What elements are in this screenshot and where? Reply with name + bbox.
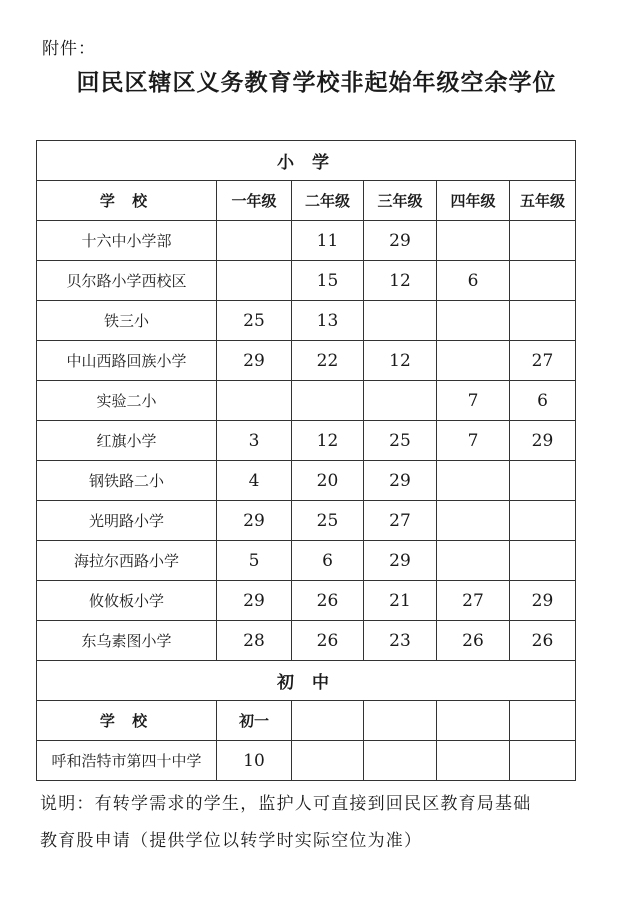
school-name: 呼和浩特市第四十中学 [37,741,217,781]
middle-header-row [37,701,576,741]
school-name: 铁三小 [37,301,217,341]
table-row [37,581,576,621]
vacancy-count: 27 [510,341,576,381]
vacancy-count: 23 [364,621,437,661]
primary-section-row [37,141,576,181]
table-row [37,621,576,661]
empty-cell [437,701,510,741]
vacancy-count: 7 [437,421,510,461]
school-name: 海拉尔西路小学 [37,541,217,581]
document-title: 回民区辖区义务教育学校非起始年级空余学位 [76,70,557,96]
table-row [37,541,576,581]
empty-cell [364,741,437,781]
vacancy-count: 25 [364,421,437,461]
vacancy-count: 26 [292,621,364,661]
vacancy-count: 26 [292,581,364,621]
vacancy-count: 20 [292,461,364,501]
vacancy-count [437,541,510,581]
vacancy-count [364,381,437,421]
empty-cell [510,701,576,741]
vacancy-count [437,221,510,261]
middle-section-row [37,661,576,701]
school-name: 光明路小学 [37,501,217,541]
school-name: 中山西路回族小学 [37,341,217,381]
vacancy-count: 12 [364,261,437,301]
vacancy-count [437,461,510,501]
vacancy-count: 12 [292,421,364,461]
table-row [37,421,576,461]
empty-cell [292,701,364,741]
middle-section-label: 初 中 [37,661,576,701]
school-column-header: 学 校 [37,701,217,741]
vacancy-count [437,341,510,381]
primary-header-row [37,181,576,221]
vacancy-count: 13 [292,301,364,341]
vacancy-count: 22 [292,341,364,381]
vacancy-count: 5 [217,541,292,581]
vacancy-count: 29 [217,501,292,541]
vacancy-count [364,301,437,341]
table-row [37,501,576,541]
table-row [37,381,576,421]
vacancy-count: 25 [292,501,364,541]
primary-section-label: 小 学 [37,141,576,181]
vacancy-count [510,461,576,501]
school-name: 贝尔路小学西校区 [37,261,217,301]
school-name: 实验二小 [37,381,217,421]
vacancy-count: 29 [364,221,437,261]
school-name: 东乌素图小学 [37,621,217,661]
grade-header: 四年级 [437,181,510,221]
table-row [37,301,576,341]
vacancy-count: 4 [217,461,292,501]
vacancy-count [510,541,576,581]
vacancy-count: 10 [217,741,292,781]
vacancy-count [217,261,292,301]
vacancy-count: 25 [217,301,292,341]
vacancy-count: 11 [292,221,364,261]
school-name: 钢铁路二小 [37,461,217,501]
table-row [37,221,576,261]
empty-cell [510,741,576,781]
vacancy-count: 6 [510,381,576,421]
note-line: 教育股申请（提供学位以转学时实际空位为准） [40,831,423,851]
note-line: 说明：有转学需求的学生，监护人可直接到回民区教育局基础 [40,794,532,814]
vacancy-count: 26 [437,621,510,661]
vacancy-count [510,221,576,261]
grade-header: 三年级 [364,181,437,221]
vacancy-count: 6 [437,261,510,301]
vacancy-count: 29 [510,581,576,621]
note [40,786,600,860]
table-row [37,341,576,381]
grade-header: 二年级 [292,181,364,221]
vacancy-count: 27 [364,501,437,541]
vacancy-count [217,221,292,261]
table-row [37,461,576,501]
vacancy-count: 29 [364,461,437,501]
vacancy-count: 12 [364,341,437,381]
vacancy-count: 28 [217,621,292,661]
vacancy-table [36,140,576,781]
empty-cell [292,741,364,781]
grade-header: 初一 [217,701,292,741]
vacancy-count [510,501,576,541]
school-name: 十六中小学部 [37,221,217,261]
table-row [37,261,576,301]
vacancy-count: 6 [292,541,364,581]
grade-header: 五年级 [510,181,576,221]
vacancy-count: 27 [437,581,510,621]
vacancy-count: 29 [364,541,437,581]
vacancy-count: 15 [292,261,364,301]
vacancy-count [217,381,292,421]
school-column-header: 学 校 [37,181,217,221]
attachment-label: 附件： [42,39,96,59]
vacancy-count: 26 [510,621,576,661]
vacancy-count: 7 [437,381,510,421]
grade-header: 一年级 [217,181,292,221]
empty-cell [364,701,437,741]
vacancy-count: 3 [217,421,292,461]
table-row [37,741,576,781]
vacancy-count: 29 [217,341,292,381]
vacancy-count [292,381,364,421]
vacancy-count [510,301,576,341]
school-name: 攸攸板小学 [37,581,217,621]
empty-cell [437,741,510,781]
vacancy-count [510,261,576,301]
vacancy-count: 29 [510,421,576,461]
vacancy-count: 29 [217,581,292,621]
vacancy-count: 21 [364,581,437,621]
vacancy-count [437,501,510,541]
vacancy-count [437,301,510,341]
school-name: 红旗小学 [37,421,217,461]
